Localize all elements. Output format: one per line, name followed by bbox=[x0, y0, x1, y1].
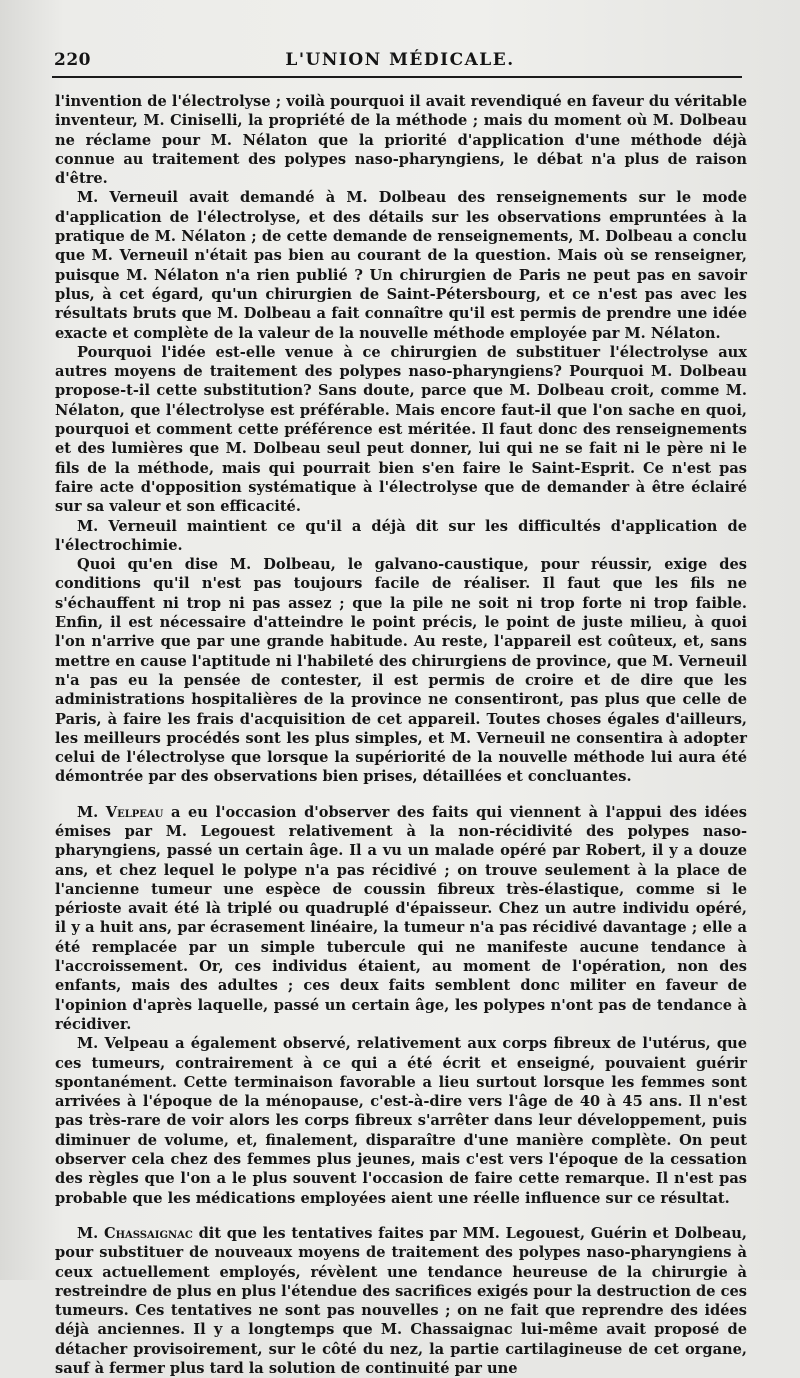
article-body bbox=[55, 92, 747, 1378]
page-number: 220 bbox=[54, 50, 91, 70]
paragraph-3: Pourquoi l'idée est-elle venue à ce chirurgien de substituer l'électrolyse aux autres moyens de traitement des polypes naso-pharyngiens? Pourquoi M. Dolbeau propose-t-il cette substitution? Sans doute, parce que M. Dolbeau croit, comme M. Nélaton, que l'électrolyse est préférable. Mais encore faut-il que l'on sache en quoi, pourquoi et comment cette préférence est méritée. Il faut donc des renseignements et des lumières que M. Dolbeau seul peut donner, lui qui ne se fait ni le père ni le fils de la méthode, mais qui pourrait bien s'en faire le Saint-Esprit. Ce n'est pas faire acte d'opposition systématique à l'électrolyse que de demander à être éclairé sur sa valeur et son efficacité. bbox=[55, 343, 747, 516]
paragraph-8 bbox=[55, 1224, 747, 1378]
paragraph-8-text: dit que les tentatives faites par MM. Legouest, Guérin et Dolbeau, pour substituer de nouveaux moyens de traitement des polypes naso-pharyngiens à ceux actuellement employés, révèlent une tendance heureuse de la chirurgie à restreindre de plus en plus l'étendue des sacrifices exigés pour la destruction de ces tumeurs. Ces tentatives ne sont pas nouvelles ; on ne fait que reprendre des idées déjà anciennes. Il y a longtemps que M. Chassaignac lui-même avait proposé de détacher provisoirement, sur le côté du nez, la partie cartilagineuse de cet organe, sauf à fermer plus tard la solution de continuité par une bbox=[55, 1224, 747, 1377]
paragraph-6 bbox=[55, 803, 747, 1035]
paragraph-4: M. Verneuil maintient ce qu'il a déjà dit sur les difficultés d'application de l'électrochimie. bbox=[55, 517, 747, 554]
speaker-name: M. Velpeau bbox=[77, 803, 164, 821]
speaker-name: M. Chassaignac bbox=[77, 1224, 193, 1242]
header-rule bbox=[52, 76, 742, 78]
paragraph-2: M. Verneuil avait demandé à M. Dolbeau des renseignements sur le mode d'application de l'électrolyse, et des détails sur les observations empruntées à la pratique de M. Nélaton ; de cette demande de renseignements, M. Dolbeau a conclu que M. Verneuil n'était pas bien au courant de la question. Mais où se renseigner, puisque M. Nélaton n'a rien publié ? Un chirurgien de Paris ne peut pas en savoir plus, à cet égard, qu'un chirurgien de Saint-Pétersbourg, et ce n'est pas avec les résultats bruts que M. Dolbeau a fait connaître qu'il est permis de prendre une idée exacte et complète de la valeur de la nouvelle méthode employée par M. Nélaton. bbox=[55, 189, 747, 342]
journal-title: L'UNION MÉDICALE. bbox=[285, 50, 515, 70]
running-header bbox=[52, 47, 748, 77]
paragraph-7: M. Velpeau a également observé, relativement aux corps fibreux de l'utérus, que ces tumeurs, contrairement à ce qui a été écrit et enseigné, pouvaient guérir spontanément. Cette terminaison favorable a lieu surtout lorsque les femmes sont arrivées à l'époque de la ménopause, c'est-à-dire vers l'âge de 40 à 45 ans. Il n'est pas très-rare de voir alors les corps fibreux s'arrêter dans leur développement, puis diminuer de volume, et, finalement, disparaître d'une manière complète. On peut observer cela chez des femmes plus jeunes, mais c'est vers l'époque de la cessation des règles que l'on a le plus souvent l'occasion de faire cette remarque. Il n'est pas probable que les médications employées aient une réelle influence sur ce résultat. bbox=[55, 1035, 747, 1207]
paragraph-5: Quoi qu'en dise M. Dolbeau, le galvano-caustique, pour réussir, exige des conditions qu'il n'est pas toujours facile de réaliser. Il faut que les fils ne s'échauffent ni trop ni pas assez ; que la pile ne soit ni trop forte ni trop faible. Enfin, il est nécessaire d'atteindre le point précis, le point de juste milieu, à quoi l'on n'arrive que par une grande habitude. Au reste, l'appareil est coûteux, et, sans mettre en cause l'aptitude ni l'habileté des chirurgiens de province, que M. Verneuil n'a pas eu la pensée de contester, il est permis de croire et de dire que les administrations hospitalières de la province ne consentiront, pas plus que celle de Paris, à faire les frais d'acquisition de cet appareil. Toutes choses égales d'ailleurs, les meilleurs procédés sont les plus simples, et M. Verneuil ne consentira à adopter celui de l'électrolyse que lorsque la supériorité de la nouvelle méthode lui aura été démontrée par des observations bien prises, détaillées et concluantes. bbox=[55, 556, 747, 786]
paragraph-6-text: a eu l'occasion d'observer des faits qui viennent à l'appui des idées émises par M. Legouest relativement à la non-récidivité des polypes naso-pharyngiens, passé un certain âge. Il a vu un malade opéré par Robert, il y a douze ans, et chez lequel le polype n'a pas récidivé ; on trouve seulement à la place de l'ancienne tumeur une espèce de coussin fibreux très-élastique, comme si le périoste avait été là triplé ou quadruplé d'épaisseur. Chez un autre individu opéré, il y a huit ans, par écrasement linéaire, la tumeur n'a pas récidivé davantage ; elle a été remplacée par un simple tubercule qui ne manifeste aucune tendance à l'accroissement. Or, ces individus étaient, au moment de l'opération, non des enfants, mais des adultes ; ces deux faits semblent donc militer en faveur de l'opinion d'après laquelle, passé un certain âge, les polypes n'ont pas de tendance à récidiver. bbox=[55, 803, 748, 1033]
paragraph-1: l'invention de l'électrolyse ; voilà pourquoi il avait revendiqué en faveur du véritable inventeur, M. Ciniselli, la propriété de la méthode ; mais du moment où M. Dolbeau ne réclame pour M. Nélaton que la priorité d'application d'une méthode déjà connue au traitement des polypes naso-pharyngiens, le débat n'a plus de raison d'être. bbox=[55, 93, 747, 188]
